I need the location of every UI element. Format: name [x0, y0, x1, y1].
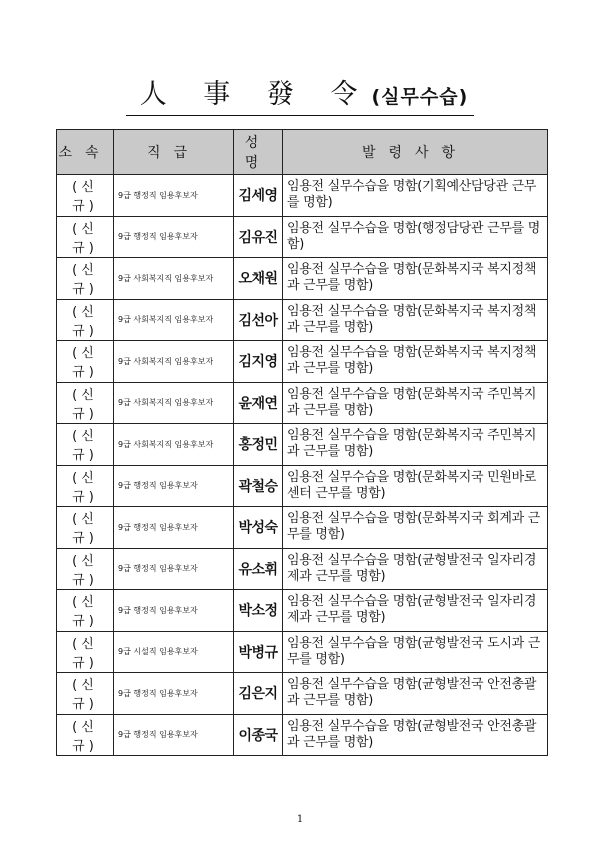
table-row	[57, 631, 548, 673]
affiliation-cell: (신 규)	[57, 714, 114, 756]
affiliation-cell: (신 규)	[57, 175, 114, 217]
name-cell: 곽철승	[234, 465, 283, 507]
rank-cell: 9급 사회복지직 임용후보자	[114, 341, 234, 383]
table-row	[57, 465, 548, 507]
table-row	[57, 673, 548, 715]
affiliation-cell: (신 규)	[57, 382, 114, 424]
affiliation-cell: (신 규)	[57, 548, 114, 590]
name-cell: 홍정민	[234, 424, 283, 466]
table-row	[57, 341, 548, 383]
rank-cell: 9급 행정직 임용후보자	[114, 175, 234, 217]
order-details-cell: 임용전 실무수습을 명함(균형발전국 안전총괄과 근무를 명함)	[283, 673, 548, 715]
order-details-cell: 임용전 실무수습을 명함(문화복지국 회계과 근무를 명함)	[283, 507, 548, 549]
table-header-row	[57, 130, 548, 175]
page-number: 1	[296, 814, 304, 825]
order-details-cell: 임용전 실무수습을 명함(균형발전국 일자리경제과 근무를 명함)	[283, 548, 548, 590]
rank-cell: 9급 사회복지직 임용후보자	[114, 382, 234, 424]
order-details-cell: 임용전 실무수습을 명함(기획예산담당관 근무를 명함)	[283, 175, 548, 217]
title-sub: (실무수습)	[371, 86, 469, 108]
order-details-cell: 임용전 실무수습을 명함(문화복지국 민원바로센터 근무를 명함)	[283, 465, 548, 507]
title-main: 人 事 發 令	[139, 79, 372, 110]
title-block	[0, 78, 600, 116]
table-row	[57, 175, 548, 217]
rank-cell: 9급 행정직 임용후보자	[114, 548, 234, 590]
affiliation-cell: (신 규)	[57, 631, 114, 673]
table-row	[57, 590, 548, 632]
header-name: 성명	[234, 130, 283, 175]
name-cell: 김지영	[234, 341, 283, 383]
table-row	[57, 382, 548, 424]
affiliation-cell: (신 규)	[57, 341, 114, 383]
rank-cell: 9급 사회복지직 임용후보자	[114, 258, 234, 300]
name-cell: 오채원	[234, 258, 283, 300]
table-row	[57, 548, 548, 590]
name-cell: 이종국	[234, 714, 283, 756]
personnel-order-table	[56, 129, 548, 756]
name-cell: 윤재연	[234, 382, 283, 424]
name-cell: 김세영	[234, 175, 283, 217]
table-row	[57, 424, 548, 466]
order-details-cell: 임용전 실무수습을 명함(균형발전국 일자리경제과 근무를 명함)	[283, 590, 548, 632]
document-title	[126, 78, 475, 116]
name-cell: 유소휘	[234, 548, 283, 590]
rank-cell: 9급 행정직 임용후보자	[114, 714, 234, 756]
table-row	[57, 216, 548, 258]
rank-cell: 9급 행정직 임용후보자	[114, 465, 234, 507]
order-details-cell: 임용전 실무수습을 명함(균형발전국 안전총괄과 근무를 명함)	[283, 714, 548, 756]
name-cell: 김유진	[234, 216, 283, 258]
rank-cell: 9급 행정직 임용후보자	[114, 507, 234, 549]
header-order-details: 발령사항	[283, 130, 548, 175]
order-details-cell: 임용전 실무수습을 명함(문화복지국 복지정책과 근무를 명함)	[283, 341, 548, 383]
name-cell: 박병규	[234, 631, 283, 673]
table-row	[57, 714, 548, 756]
header-affiliation: 소속	[57, 130, 114, 175]
table-row	[57, 258, 548, 300]
rank-cell: 9급 시설직 임용후보자	[114, 631, 234, 673]
name-cell: 김선아	[234, 299, 283, 341]
rank-cell: 9급 행정직 임용후보자	[114, 216, 234, 258]
table-row	[57, 299, 548, 341]
name-cell: 박성숙	[234, 507, 283, 549]
rank-cell: 9급 행정직 임용후보자	[114, 590, 234, 632]
order-details-cell: 임용전 실무수습을 명함(문화복지국 주민복지과 근무를 명함)	[283, 382, 548, 424]
affiliation-cell: (신 규)	[57, 424, 114, 466]
affiliation-cell: (신 규)	[57, 299, 114, 341]
table-body	[57, 175, 548, 756]
affiliation-cell: (신 규)	[57, 507, 114, 549]
rank-cell: 9급 사회복지직 임용후보자	[114, 299, 234, 341]
affiliation-cell: (신 규)	[57, 465, 114, 507]
affiliation-cell: (신 규)	[57, 258, 114, 300]
order-details-cell: 임용전 실무수습을 명함(행정담당관 근무를 명함)	[283, 216, 548, 258]
table-row	[57, 507, 548, 549]
affiliation-cell: (신 규)	[57, 673, 114, 715]
name-cell: 김은지	[234, 673, 283, 715]
header-rank: 직급	[114, 130, 234, 175]
rank-cell: 9급 행정직 임용후보자	[114, 673, 234, 715]
order-details-cell: 임용전 실무수습을 명함(문화복지국 주민복지과 근무를 명함)	[283, 424, 548, 466]
order-details-cell: 임용전 실무수습을 명함(문화복지국 복지정책과 근무를 명함)	[283, 299, 548, 341]
rank-cell: 9급 사회복지직 임용후보자	[114, 424, 234, 466]
affiliation-cell: (신 규)	[57, 590, 114, 632]
name-cell: 박소정	[234, 590, 283, 632]
affiliation-cell: (신 규)	[57, 216, 114, 258]
order-details-cell: 임용전 실무수습을 명함(균형발전국 도시과 근무를 명함)	[283, 631, 548, 673]
order-details-cell: 임용전 실무수습을 명함(문화복지국 복지정책과 근무를 명함)	[283, 258, 548, 300]
